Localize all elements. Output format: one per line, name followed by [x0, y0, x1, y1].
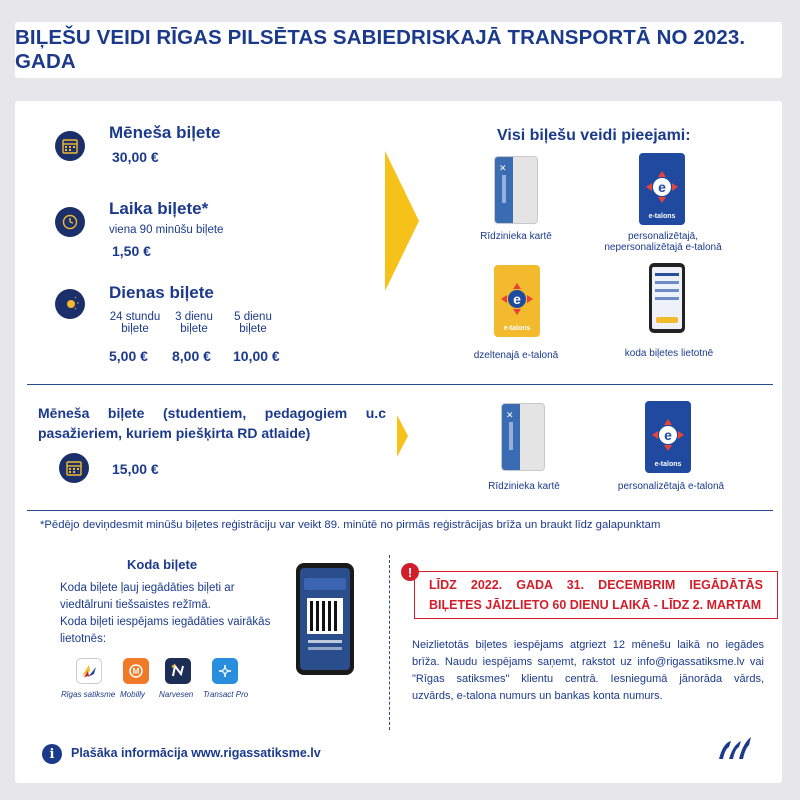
- title-banner: [15, 22, 782, 78]
- column-divider: [389, 555, 390, 730]
- section-divider: [27, 510, 773, 511]
- day-option-5d-price: 10,00 €: [233, 348, 280, 364]
- day-ticket-name: Dienas biļete: [109, 283, 214, 302]
- code-app-phone-image: [649, 263, 685, 333]
- riga-card-label: Rīdzinieka kartē: [480, 231, 552, 242]
- app-label-transact-pro: Transact Pro: [203, 690, 249, 699]
- monthly-ticket-name: Mēneša biļete: [109, 123, 221, 142]
- code-ticket-title: Koda biļete: [127, 557, 198, 572]
- discount-ticket-price: 15,00 €: [112, 461, 159, 477]
- calendar-icon: [55, 131, 85, 161]
- rigas-satiksme-app-icon: [76, 658, 102, 684]
- notice-box: [414, 571, 778, 619]
- discount-riga-card-label: Rīdzinieka kartē: [488, 481, 560, 492]
- app-label-narvesen: Narvesen: [159, 690, 194, 699]
- qr-code-icon: [307, 598, 343, 634]
- day-option-24h-label: 24 stundu biļete: [109, 311, 161, 335]
- svg-text:M: M: [132, 667, 140, 676]
- info-icon: i: [42, 744, 62, 764]
- etalon-personal-label: personalizētajā, nepersonalizētajā e-talonā: [604, 231, 722, 253]
- calendar-icon: [59, 453, 89, 483]
- refund-text: Neizlietotās biļetes iespējams atgriezt 12 mēnešu laikā no iegādes brīža. Naudu iespējams saņemt, rakstot uz info@rigassatiksme.lv vai "Rīgas satiksmes" klientu centrā. Iesniegumā jānorāda vārds, uzvārds, e-talona numurs un bankas konta numurs.: [412, 639, 764, 702]
- svg-text:e: e: [658, 179, 666, 195]
- warning-icon: !: [401, 563, 419, 581]
- page-title: BIĻEŠU VEIDI RĪGAS PILSĒTAS SABIEDRISKAJĀ TRANSPORTĀ NO 2023. GADA: [15, 26, 746, 73]
- riga-card-image: ✕: [501, 403, 545, 471]
- day-option-24h-price: 5,00 €: [109, 348, 148, 364]
- transact-pro-app-icon: [212, 658, 238, 684]
- app-label-rigas-satiksme: Rīgas satiksme: [61, 690, 116, 699]
- arrow-right-icon: [397, 415, 408, 457]
- qr-code-phone-image: [296, 563, 354, 675]
- notice-line-2: BIĻETES JĀIZLIETO 60 DIENU LAIKĀ - LĪDZ 2. MARTAM: [429, 598, 762, 612]
- day-option-5d-label: 5 dienu biļete: [234, 311, 272, 335]
- svg-text:e: e: [513, 291, 521, 307]
- section-divider: [27, 384, 773, 385]
- footnote: *Pēdējo deviņdesmit minūšu biļetes reģistrāciju var veikt 89. minūtē no pirmās reģistrācijas brīža un braukt līdz galapunktam: [40, 519, 661, 531]
- day-night-icon: [55, 289, 85, 319]
- code-ticket-desc: Koda biļete ļauj iegādāties biļeti ar viedtālruni tiešsaistes režīmā. Koda biļeti iespējams iegādāties vairākās lietotnēs:: [60, 582, 271, 645]
- time-ticket-desc: viena 90 minūšu biļete: [109, 224, 224, 236]
- rigas-satiksme-logo-icon: [717, 733, 753, 763]
- monthly-ticket-price: 30,00 €: [112, 149, 159, 165]
- etalon-yellow-card-image: e e-talons: [494, 265, 540, 337]
- narvesen-app-icon: [165, 658, 191, 684]
- content-panel: [15, 101, 782, 783]
- svg-text:e: e: [664, 427, 672, 443]
- more-info-link[interactable]: Plašāka informācija www.rigassatiksme.lv: [71, 746, 321, 760]
- discount-ticket-name: Mēneša biļete (studentiem, pedagogiem u.c pasažieriem, kuriem piešķirta RD atlaide): [38, 405, 386, 441]
- discount-etalon-label: personalizētajā e-talonā: [617, 481, 725, 492]
- time-ticket-name: Laika biļete*: [109, 199, 209, 218]
- code-app-label: koda biļetes lietotnē: [624, 348, 714, 359]
- riga-card-image: ✕: [494, 156, 538, 224]
- notice-line-1: LĪDZ 2022. GADA 31. DECEMBRIM IEGĀDĀTĀS: [429, 578, 763, 592]
- day-option-3d-price: 8,00 €: [172, 348, 211, 364]
- clock-icon: [55, 207, 85, 237]
- etalon-blue-card-image: e e-talons: [645, 401, 691, 473]
- mobilly-app-icon: [123, 658, 149, 684]
- day-option-3d-label: 3 dienu biļete: [175, 311, 213, 335]
- available-heading: Visi biļešu veidi pieejami:: [497, 127, 691, 144]
- app-label-mobilly: Mobilly: [120, 690, 145, 699]
- time-ticket-price: 1,50 €: [112, 243, 151, 259]
- arrow-right-icon: [385, 151, 419, 291]
- etalon-blue-card-image: e e-talons: [639, 153, 685, 225]
- yellow-etalon-label: dzeltenajā e-talonā: [473, 350, 559, 361]
